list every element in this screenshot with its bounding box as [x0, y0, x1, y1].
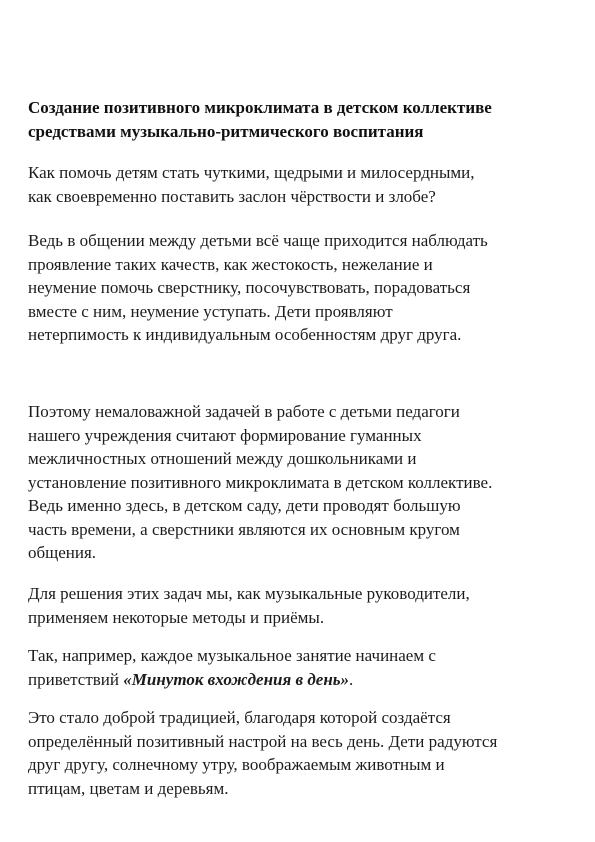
- document-title: [28, 96, 578, 144]
- text-line: нетерпимость к индивидуальным особенностям друг друга.: [28, 325, 462, 344]
- text-line: Так, например, каждое музыкальное занятие начинаем с: [28, 646, 436, 665]
- paragraph-1: [28, 161, 580, 208]
- text-segment: .: [349, 669, 354, 689]
- text-line: Это стало доброй традицией, благодаря которой создаётся: [28, 708, 451, 727]
- text-line: установление позитивного микроклимата в детском коллективе.: [28, 472, 493, 492]
- paragraph-6: [28, 706, 580, 800]
- title-line: средствами музыкально-ритмического воспитания: [28, 122, 424, 141]
- paragraph-3: [28, 400, 580, 565]
- text-line: межличностных отношений между дошкольниками и: [28, 449, 417, 468]
- text-line: проявление таких качеств, как жестокость, нежелание и: [28, 254, 433, 274]
- text-line: определённый позитивный настрой на весь день. Дети радуются: [28, 731, 498, 751]
- text-line: друг другу, солнечному утру, воображаемым животным и: [28, 755, 445, 774]
- text-line: нашего учреждения считают формирование гуманных: [28, 425, 422, 445]
- text-segment: приветствий: [28, 669, 124, 689]
- emphasized-phrase: «Минуток вхождения в день»: [123, 669, 350, 689]
- text-line: часть времени, а сверстники являются их основным кругом: [28, 519, 460, 539]
- paragraph-4: [28, 582, 580, 629]
- text-line: применяем некоторые методы и приёмы.: [28, 607, 325, 627]
- text-line: Ведь в общении между детьми всё чаще приходится наблюдать: [28, 231, 488, 250]
- text-line: [28, 668, 580, 692]
- text-line: общения.: [28, 543, 97, 562]
- paragraph-5: [28, 644, 580, 691]
- text-line: вместе с ним, неумение уступать. Дети проявляют: [28, 301, 393, 321]
- title-line: Создание позитивного микроклимата в детском коллективе: [28, 98, 492, 117]
- text-line: Ведь именно здесь, в детском саду, дети проводят большую: [28, 496, 461, 515]
- text-line: Для решения этих задач мы, как музыкальные руководители,: [28, 584, 470, 603]
- text-line: Как помочь детям стать чуткими, щедрыми и милосердными,: [28, 163, 475, 182]
- text-line: птицам, цветам и деревьям.: [28, 778, 229, 798]
- text-line: как своевременно поставить заслон чёрствости и злобе?: [28, 186, 436, 206]
- text-line: Поэтому немаловажной задачей в работе с детьми педагоги: [28, 402, 460, 421]
- text-line: неумение помочь сверстнику, посочувствовать, порадоваться: [28, 278, 471, 297]
- paragraph-2: [28, 229, 580, 347]
